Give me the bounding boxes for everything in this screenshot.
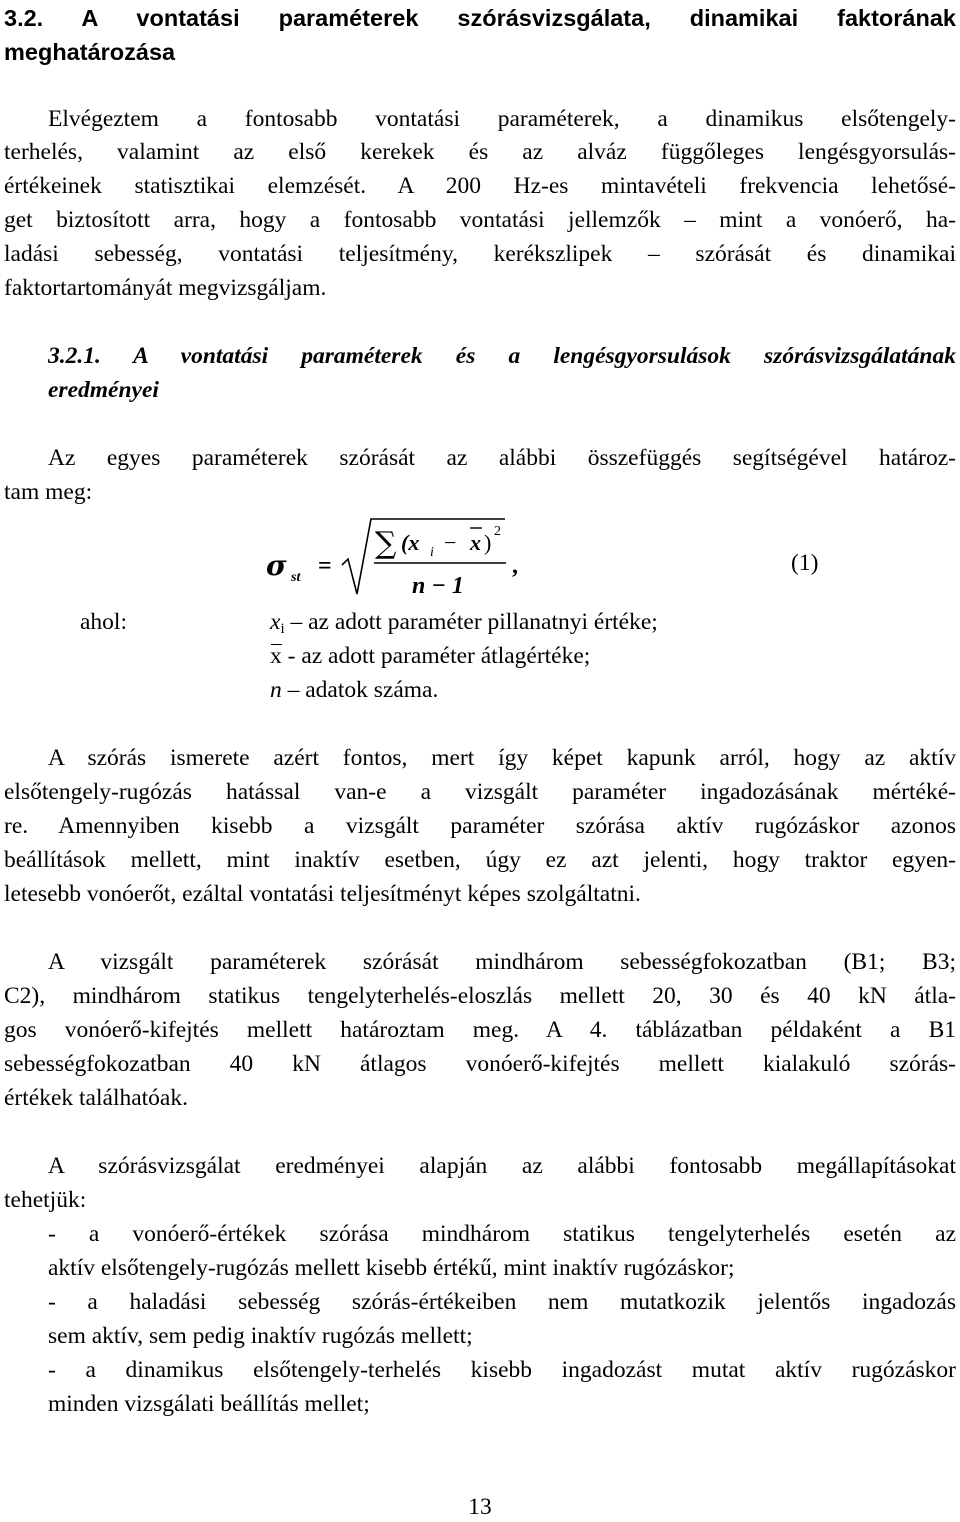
paragraph-4-line-5: értékek találhatóak. <box>4 1085 188 1111</box>
paragraph-3-line-4: beállítások mellett, mint inaktív esetben, úgy ez azt jelenti, hogy traktor egyen- <box>4 847 956 873</box>
where-item-1 <box>270 607 658 644</box>
paragraph-1-line-2: terhelés, valamint az első kerekek és az alváz függőleges lengésgyorsulás- <box>4 139 956 165</box>
bullet-2-line-2: sem aktív, sem pedig inaktív rugózás mellett; <box>48 1323 473 1349</box>
where-item-2-text: - az adott paraméter átlagértéke; <box>281 643 591 669</box>
paragraph-1-line-1: Elvégeztem a fontosabb vontatási paraméterek, a dinamikus elsőtengely- <box>48 106 956 132</box>
paragraph-3-line-2: elsőtengely-rugózás hatással van-e a vizsgált paraméter ingadozásának mértéké- <box>4 779 956 805</box>
paragraph-3-line-5: letesebb vonóerőt, ezáltal vontatási teljesítményt képes szolgáltatni. <box>4 881 641 907</box>
where-item-1-text: – az adott paraméter pillanatnyi értéke; <box>284 609 658 635</box>
where-label: ahol: <box>80 609 127 635</box>
formula-close-paren: ) <box>484 530 492 555</box>
formula-sum-symbol: ∑ <box>375 526 397 561</box>
where-item-3-text: – adatok száma. <box>281 677 439 703</box>
paragraph-3-line-3: re. Amennyiben kisebb a vizsgált paraméter szórása aktív rugózáskor azonos <box>4 813 956 839</box>
paragraph-4-line-1: A vizsgált paraméterek szórását mindhárom sebességfokozatban (B1; B3; <box>48 949 956 975</box>
paragraph-3-line-1: A szórás ismerete azért fontos, mert így képet kapunk arról, hogy az aktív <box>48 745 956 771</box>
bullet-3-line-2: minden vizsgálati beállítás mellet; <box>48 1391 370 1417</box>
where-item-3-var: n <box>270 677 282 703</box>
paragraph-4-line-3: gos vonóerő-kifejtés mellett határoztam meg. A 4. táblázatban példaként a B1 <box>4 1017 956 1043</box>
paragraph-1-line-6: faktortartományát megvizsgáljam. <box>4 275 327 301</box>
paragraph-1-line-5: ladási sebesség, vontatási teljesítmény, kerékszlipek – szórását és dinamikai <box>4 241 956 267</box>
paragraph-4-line-4: sebességfokozatban 40 kN átlagos vonóerő-kifejtés mellett kialakuló szórás- <box>4 1051 956 1077</box>
formula-sigma-subscript: st <box>291 570 301 585</box>
formula-xbar: x <box>470 530 481 555</box>
section-heading-line-1: 3.2. A vontatási paraméterek szórásvizsgálata, dinamikai faktorának <box>4 5 956 31</box>
where-item-2-var: x <box>270 643 282 669</box>
formula-numerator-subscript: i <box>430 545 434 560</box>
formula-equals: = <box>318 553 332 579</box>
paragraph-2-line-2: tam meg: <box>4 479 93 505</box>
bullet-3-line-1: - a dinamikus elsőtengely-terhelés kisebb ingadozást mutat aktív rugózáskor <box>48 1357 956 1383</box>
std-deviation-formula <box>262 513 532 605</box>
where-item-2 <box>270 641 590 671</box>
subsection-heading-line-1: 3.2.1. A vontatási paraméterek és a lengésgyorsulások szórásvizsgálatának <box>48 343 956 369</box>
equation-number: (1) <box>791 550 819 576</box>
paragraph-1-line-4: get biztosított arra, hogy a fontosabb vontatási jellemzők – mint a vonóerő, ha- <box>4 207 956 233</box>
page-number: 13 <box>468 1494 492 1520</box>
paragraph-4-line-2: C2), mindhárom statikus tengelyterhelés-eloszlás mellett 20, 30 és 40 kN átla- <box>4 983 956 1009</box>
bullet-1-line-2: aktív elsőtengely-rugózás mellett kisebb értékű, mint inaktív rugózáskor; <box>48 1255 735 1281</box>
where-item-1-sub: i <box>280 621 285 637</box>
formula-denominator: n − 1 <box>412 573 464 599</box>
bullet-2-line-1: - a haladási sebesség szórás-értékeiben nem mutatkozik jelentős ingadozás <box>48 1289 956 1315</box>
paragraph-5-line-1: A szórásvizsgálat eredményei alapján az alábbi fontosabb megállapításokat <box>48 1153 956 1179</box>
where-item-3 <box>270 675 438 705</box>
bullet-1-line-1: - a vonóerő-értékek szórása mindhárom statikus tengelyterhelés esetén az <box>48 1221 956 1247</box>
formula-sigma: σ <box>266 549 287 582</box>
formula-numerator-x: (x <box>401 530 420 555</box>
paragraph-1-line-3: értékeinek statisztikai elemzését. A 200 Hz-es mintavételi frekvencia lehetősé- <box>4 173 956 199</box>
where-item-1-var: x <box>270 609 281 635</box>
paragraph-2-line-1: Az egyes paraméterek szórását az alábbi összefüggés segítségével határoz- <box>48 445 956 471</box>
section-heading-line-2: meghatározása <box>4 39 176 65</box>
paragraph-5-line-2: tehetjük: <box>4 1187 87 1213</box>
subsection-heading-line-2: eredményei <box>48 377 159 403</box>
formula-power: 2 <box>494 524 501 539</box>
formula-comma: , <box>512 553 518 579</box>
formula-minus: − <box>444 530 457 555</box>
